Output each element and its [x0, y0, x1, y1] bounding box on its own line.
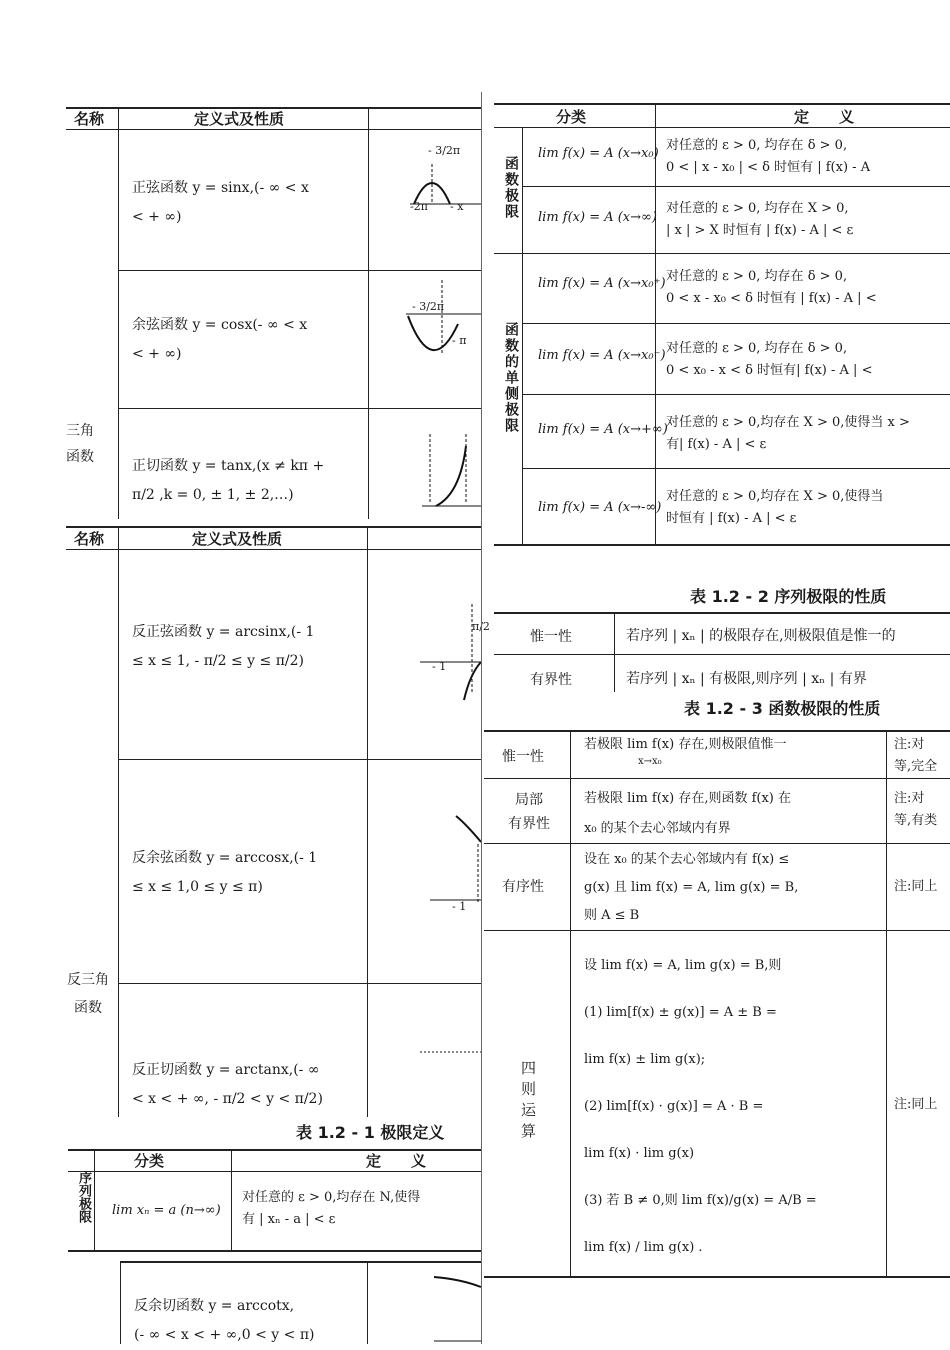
page-fold — [481, 92, 482, 1344]
function-limit-properties-table — [484, 694, 950, 1280]
limit-formula: lim f(x) = A (x→x₀⁺) — [538, 276, 666, 291]
property-note: 注:对 等,有类 — [894, 791, 938, 828]
arccot-graph-sketch — [430, 1265, 481, 1344]
inverse-trig-table — [60, 524, 490, 1117]
tick-label: - 3/2π — [412, 300, 445, 313]
table-caption: 表 1.2 - 3 函数极限的性质 — [684, 699, 881, 718]
limit-definition: 对任意的 ε > 0,均存在 X > 0,使得当 时恒有 | f(x) - A | < ε — [666, 489, 884, 526]
arcsin-function-definition: 反正弦函数 y = arcsinx,(- 1 ≤ x ≤ 1, - π/2 ≤ y ≤ π/2) — [132, 624, 315, 669]
header-name: 名称 — [74, 110, 105, 128]
arctan-function-definition: 反正切函数 y = arctanx,(- ∞ < x < + ∞, - π/2 < y < π/2) — [132, 1062, 323, 1107]
property-note: 注:同上 — [894, 879, 938, 894]
property-text: 若极限 lim f(x) 存在,则极限值惟一 x→x₀ — [584, 737, 787, 767]
property-name: 局部 有界性 — [508, 792, 550, 832]
property-name: 惟一性 — [502, 749, 544, 765]
inverse-trig-category-label: 反三角 函数 — [67, 972, 109, 1016]
limit-definition-table-fragment — [64, 1117, 481, 1252]
tick-label: - x — [450, 200, 464, 213]
property-text: 设在 x₀ 的某个去心邻域内有 f(x) ≤ g(x) 且 lim f(x) = A, lim g(x) = B, 则 A ≤ B — [584, 852, 799, 923]
header-class: 分类 — [134, 1152, 165, 1170]
sequence-limit-formula: lim xₙ = a (n→∞) — [112, 1203, 221, 1218]
one-sided-limit-group-label: 函数的单侧极限 — [503, 322, 519, 434]
tick-label: - π — [452, 334, 467, 347]
tick-label: - 1 — [452, 900, 467, 913]
sine-function-definition: 正弦函数 y = sinx,(- ∞ < x < + ∞) — [132, 180, 309, 225]
table-caption: 表 1.2 - 1 极限定义 — [296, 1123, 445, 1142]
header-class: 分类 — [556, 108, 587, 126]
limit-formula: lim f(x) = A (x→+∞) — [538, 422, 668, 437]
tangent-function-definition: 正切函数 y = tanx,(x ≠ kπ + π/2 ,k = 0, ± 1, ± 2,…) — [132, 458, 325, 503]
property-note: 注:对 等,完全 — [894, 737, 938, 774]
property-name: 有序性 — [502, 879, 544, 895]
property-text: 若极限 lim f(x) 存在,则函数 f(x) 在 x₀ 的某个去心邻域内有界 — [584, 791, 792, 836]
limit-formula: lim f(x) = A (x→-∞) — [538, 500, 662, 515]
inverse-trig-graph-sketches — [420, 604, 481, 1124]
limit-formula: lim f(x) = A (x→x₀) — [538, 146, 659, 161]
table-caption: 表 1.2 - 2 序列极限的性质 — [690, 587, 887, 606]
trig-category-label: 三角 函数 — [66, 423, 94, 465]
trig-graph-sketches — [402, 144, 482, 504]
property-name: 惟一性 — [530, 629, 572, 645]
tick-label: - 3/2π — [428, 144, 461, 157]
property-text: 若序列 | xₙ | 有极限,则序列 | xₙ | 有界 — [626, 671, 867, 687]
sequence-limit-properties-table — [494, 580, 950, 692]
property-text: 设 lim f(x) = A, lim g(x) = B,则 (1) lim[f(x) ± g(x)] = A ± B = lim f(x) ± lim g(x); (2) lim[f(x) · g(x)] = A · B = lim f(x) · lim g(x) (3) 若 B ≠ 0,则 lim f(x)/g(x) = A/B = lim f(x) / lim g(x) . — [584, 958, 817, 1255]
header-definition: 定义式及性质 — [194, 110, 285, 128]
property-note: 注:同上 — [894, 1097, 938, 1112]
limit-definition: 对任意的 ε > 0, 均存在 δ > 0, 0 < x - x₀ < δ 时恒有 | f(x) - A | < — [666, 269, 877, 306]
tick-label: -2π — [410, 200, 428, 213]
arccot-row-fragment — [64, 1259, 481, 1344]
arccos-function-definition: 反余弦函数 y = arccosx,(- 1 ≤ x ≤ 1,0 ≤ y ≤ π) — [132, 850, 318, 895]
header-definition: 定义式及性质 — [192, 530, 283, 548]
limit-definition: 对任意的 ε > 0, 均存在 X > 0, | x | > X 时恒有 | f(x) - A | < ε — [666, 201, 854, 238]
header-definition: 定 义 — [366, 1152, 427, 1170]
function-limit-group-label: 函数极限 — [503, 156, 519, 220]
property-name: 有界性 — [530, 672, 572, 688]
arccot-function-definition: 反余切函数 y = arccotx, (- ∞ < x < + ∞,0 < y < π) — [134, 1298, 315, 1343]
trig-functions-table — [66, 104, 481, 516]
limit-definition-table — [494, 100, 950, 550]
sequence-limit-label: 序列极限 — [76, 1171, 91, 1223]
limit-definition: 对任意的 ε > 0, 均存在 δ > 0, 0 < | x - x₀ | < δ 时恒有 | f(x) - A — [666, 138, 871, 175]
limit-definition: 对任意的 ε > 0, 均存在 δ > 0, 0 < x₀ - x < δ 时恒有| f(x) - A | < — [666, 341, 873, 378]
limit-formula: lim f(x) = A (x→x₀⁻) — [538, 348, 666, 363]
cosine-function-definition: 余弦函数 y = cosx(- ∞ < x < + ∞) — [132, 317, 308, 362]
limit-definition: 对任意的 ε > 0,均存在 X > 0,使得当 x > 有| f(x) - A | < ε — [666, 415, 910, 452]
header-name: 名称 — [74, 530, 105, 548]
property-name: 四则运算 — [519, 1060, 537, 1144]
sequence-limit-definition: 对任意的 ε > 0,均存在 N,使得 有 | xₙ - a | < ε — [242, 1190, 421, 1227]
limit-formula: lim f(x) = A (x→∞) — [538, 210, 657, 225]
property-text: 若序列 | xₙ | 的极限存在,则极限值是惟一的 — [626, 628, 896, 644]
tick-label: π/2 — [472, 620, 490, 633]
header-definition: 定 义 — [794, 108, 855, 126]
tick-label: - 1 — [432, 660, 447, 673]
